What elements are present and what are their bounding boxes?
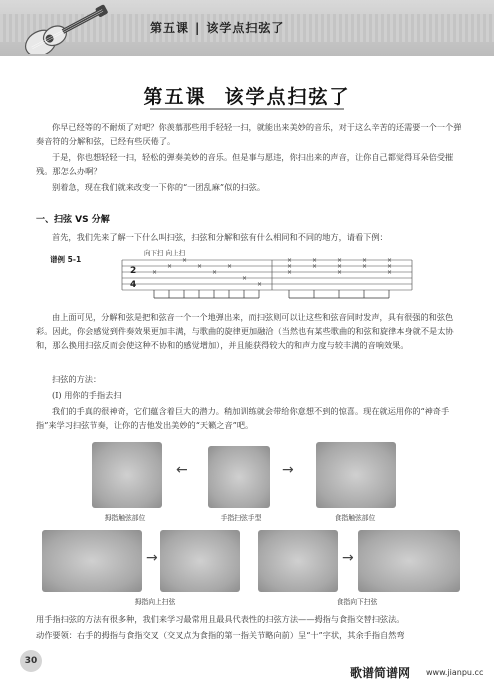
watermark-url: www.jianpu.cc (426, 668, 484, 677)
svg-text:×: × (362, 263, 368, 270)
svg-text:×: × (312, 257, 318, 264)
caption-thumb-up: 拇指向上扫弦 (134, 598, 176, 606)
intro-paragraph-1: 你早已经等的不耐烦了对吧？你羡慕那些用手轻轻一扫，就能出来美妙的音乐，对于这么辛苦的还需要一个一个弹奏音符的分解和弦，已经有些厌倦了。 (36, 122, 462, 146)
svg-text:×: × (167, 263, 173, 270)
arrow-right-icon-3: → (342, 550, 354, 566)
svg-text:×: × (387, 269, 393, 276)
notation-caption: 向下扫 向上扫 (144, 249, 186, 257)
watermark-site: 歌谱简谱网 (350, 666, 411, 680)
time-sig-bottom: 4 (130, 280, 137, 290)
arrow-left-icon: ← (176, 462, 188, 478)
svg-text:×: × (287, 263, 293, 270)
svg-text:×: × (242, 275, 248, 282)
header-title (150, 14, 350, 42)
svg-text:×: × (337, 263, 343, 270)
page-number: 30 (20, 650, 42, 672)
photo-hand-shape (208, 446, 270, 508)
photo-index-contact (316, 442, 396, 508)
svg-text:×: × (212, 269, 218, 276)
svg-text:×: × (257, 281, 263, 288)
photo-thumb-up-2 (160, 530, 240, 592)
svg-text:×: × (182, 257, 188, 264)
closing-paragraph-1: 用手指扫弦的方法有很多种，我们来学习最常用且最具代表性的扫弦方法——拇指与食指交替扫弦法。 (36, 614, 405, 624)
photo-thumb-up-1 (42, 530, 142, 592)
time-sig-top: 2 (130, 266, 137, 276)
page-title (0, 82, 494, 109)
tab-notation (112, 246, 422, 302)
caption-thumb-contact: 拇指触弦部位 (104, 514, 146, 522)
page-header (0, 0, 494, 56)
svg-text:×: × (152, 269, 158, 276)
caption-index-down: 食指向下扫弦 (336, 598, 378, 606)
svg-text:×: × (337, 257, 343, 264)
svg-text:×: × (387, 263, 393, 270)
intro-paragraph-3: 别着急，现在我们就来改变一下你的“一团乱麻”似的扫弦。 (52, 182, 266, 192)
example-label: 谱例 5-1 (50, 255, 82, 264)
svg-text:×: × (312, 263, 318, 270)
svg-text:×: × (287, 269, 293, 276)
svg-text:×: × (227, 263, 233, 270)
closing-paragraph-2: 动作要领：右手的拇指与食指交叉（交叉点为食指的第一指关节略向前）呈“十”字状，其余手指自然弯 (36, 630, 405, 640)
svg-text:×: × (362, 257, 368, 264)
title-topic: 该学点扫弦了 (224, 86, 351, 108)
header-lesson: 第五课 (150, 21, 190, 35)
header-topic: 该学点扫弦了 (206, 21, 285, 35)
photo-index-down-1 (258, 530, 338, 592)
section-heading: 一、扫弦 VS 分解 (36, 215, 110, 225)
guitar-icon (6, 2, 116, 54)
arrow-right-icon: → (282, 462, 294, 478)
header-separator: | (195, 21, 201, 35)
caption-hand-shape: 手指扫弦手型 (220, 514, 262, 522)
section-paragraph-3: 扫弦的方法： (52, 374, 102, 384)
section-paragraph-2: 由上面可见，分解和弦是把和弦音一个一个地弹出来，而扫弦则可以让这些和弦音同时发声，具有很强的和弦色彩。因此，你会感觉到件奏效果更加丰满，与歌曲的旋律更加融洽（当然也有某些歌曲的和弦和旋律本身就不是太协和，那么换用扫弦反而会使这种不协和的感觉增加），并且能获得较大的和声力度与较丰满的音响效果。 (36, 312, 454, 350)
section-paragraph-4: (I) 用你的手指去扫 (52, 390, 122, 400)
section-paragraph-5: 我们的手真的很神奇，它们蕴含着巨大的潜力。稍加训练就会带给你意想不到的惊喜。现在就运用你的“神奇手指”来学习扫弦节奏，让你的吉他发出美妙的“天籁之音”吧。 (36, 406, 450, 430)
title-lesson: 第五课 (143, 86, 207, 108)
intro-paragraph-2: 于是，你也想轻轻一扫，轻松的弹奏美妙的音乐。但是事与愿违，你扫出来的声音，让你自己都觉得耳朵倍受摧残。那怎么办啊？ (36, 152, 454, 176)
title-underline (150, 108, 344, 110)
arrow-right-icon-2: → (146, 550, 158, 566)
section-paragraph-1: 首先，我们先来了解一下什么叫扫弦，扫弦和分解和弦有什么相同和不同的地方，请看下例： (52, 232, 388, 242)
svg-text:×: × (337, 269, 343, 276)
svg-text:×: × (287, 257, 293, 264)
photo-thumb-contact (92, 442, 162, 508)
caption-index-contact: 食指触弦部位 (334, 514, 376, 522)
svg-text:×: × (387, 257, 393, 264)
svg-text:×: × (197, 263, 203, 270)
photo-index-down-2 (358, 530, 460, 592)
